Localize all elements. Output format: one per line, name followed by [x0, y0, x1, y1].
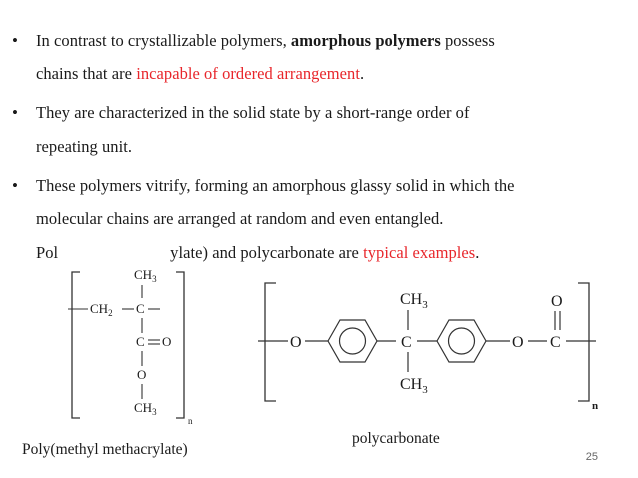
bullet-1-line-1: In contrast to crystallizable polymers, amorphous polymers possess — [36, 31, 495, 50]
bullet-3-line-1: These polymers vitrify, forming an amorphous glassy solid in which the — [36, 176, 515, 195]
bullet-3-line-2: molecular chains are arranged at random and even entangled. — [36, 209, 444, 228]
bullet-marker: • — [12, 103, 18, 122]
examples-line: Pol ylate) and polycarbonate are typical examples. — [36, 243, 480, 262]
pmma-c-carbonyl: C — [136, 334, 145, 349]
pc-ch3-bottom: $CH_3$ — [400, 376, 428, 396]
pmma-o-double: O — [162, 334, 172, 349]
pmma-ch3-top: $CH_3$ — [134, 267, 157, 284]
pmma-caption: Poly(methyl methacrylate) — [22, 441, 188, 458]
pmma-ch3-bottom: $CH_3$ — [134, 400, 157, 417]
pc-ch3-top: $CH_3$ — [400, 291, 428, 311]
pc-right-bracket — [578, 283, 589, 401]
highlight-typical-examples: typical examples — [363, 243, 476, 262]
bullet-2-line-2: repeating unit. — [36, 137, 133, 156]
pmma-ch2: $CH_2$ — [90, 301, 113, 318]
pmma-c-center: C — [136, 301, 145, 316]
pc-left-bracket — [265, 283, 276, 401]
highlight-amorphous-polymers: amorphous polymers — [290, 31, 441, 50]
pc-c-carbonyl: C — [550, 334, 561, 351]
highlight-incapable: incapable of ordered arrangement — [136, 64, 360, 83]
pmma-o-ester: O — [137, 367, 147, 382]
pc-c-center: C — [401, 334, 412, 351]
pc-benzene-right-ring — [449, 328, 475, 354]
pc-benzene-right — [437, 320, 486, 362]
bullet-1-line-2: chains that are incapable of ordered arrangement. — [36, 64, 365, 83]
bullet-marker: • — [12, 31, 18, 50]
bullet-2-line-1: They are characterized in the solid state by a short-range order of — [36, 103, 470, 122]
pc-benzene-left — [328, 320, 377, 362]
bullet-marker: • — [12, 176, 18, 195]
pmma-subscript-n: n — [188, 416, 193, 426]
polycarbonate-caption: polycarbonate — [352, 430, 440, 447]
pc-o-right: O — [512, 334, 524, 351]
page-number: 25 — [585, 451, 598, 463]
pc-subscript-n: n — [592, 400, 599, 412]
pc-benzene-left-ring — [340, 328, 366, 354]
pc-o-left: O — [290, 334, 302, 351]
pc-o-carbonyl: O — [551, 293, 563, 310]
